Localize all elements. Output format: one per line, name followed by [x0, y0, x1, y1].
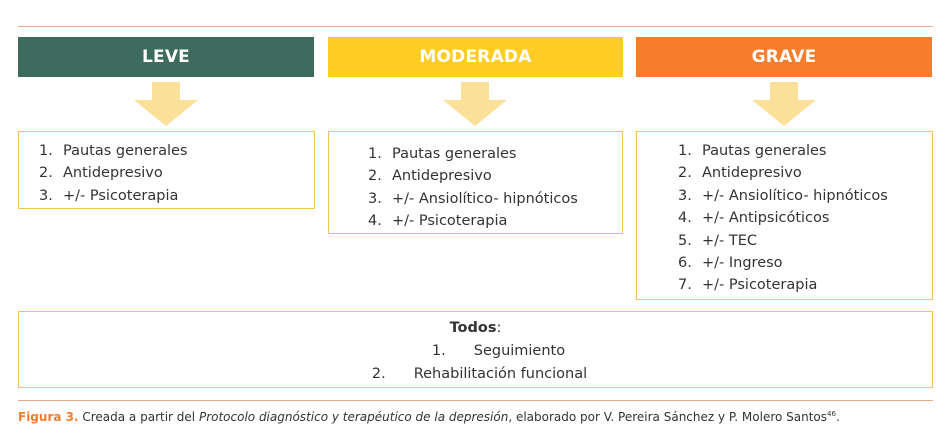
- caption-text-after: , elaborado por V. Pereira Sánchez y P. Molero Santos: [508, 410, 828, 424]
- caption-title: Protocolo diagnóstico y terapéutico de la depresión: [198, 410, 509, 424]
- item-text: Pautas generales: [702, 143, 827, 159]
- list-item: [637, 162, 932, 184]
- item-number: 2.: [678, 165, 692, 182]
- list-item: [637, 207, 932, 229]
- list-item: [637, 252, 932, 274]
- caption-reference: 46: [827, 410, 836, 418]
- list-item: [637, 230, 932, 252]
- list-item: [329, 188, 622, 210]
- header-moderada-label: MODERADA: [419, 47, 532, 67]
- leve-list: [19, 140, 314, 207]
- item-text: Antidepresivo: [392, 168, 492, 185]
- grave-box: [636, 131, 933, 300]
- top-rule: [18, 26, 933, 27]
- moderada-box: [328, 131, 623, 234]
- list-item: [637, 185, 932, 207]
- list-item: [329, 165, 622, 187]
- item-number: 1.: [431, 343, 446, 359]
- figure-caption: [18, 410, 840, 424]
- todos-box: [18, 311, 933, 388]
- list-item: [19, 162, 314, 184]
- header-grave: [636, 37, 932, 77]
- item-number: 6.: [678, 255, 692, 272]
- item-number: 1.: [368, 146, 382, 162]
- bottom-rule: [18, 400, 933, 401]
- todos-title-colon: :: [496, 320, 502, 336]
- item-number: 5.: [678, 232, 692, 249]
- header-grave-label: GRAVE: [751, 47, 817, 67]
- item-text: Rehabilitación funcional: [413, 366, 588, 382]
- item-text: +/- Psicoterapia: [392, 213, 508, 230]
- item-number: 2.: [371, 366, 386, 382]
- caption-end: .: [835, 410, 840, 424]
- item-text: Pautas generales: [63, 143, 188, 159]
- todos-title-label: Todos: [449, 320, 497, 336]
- moderada-list: [329, 143, 622, 233]
- item-number: 1.: [39, 143, 53, 159]
- item-text: Antidepresivo: [702, 165, 802, 182]
- item-number: 4.: [368, 213, 382, 230]
- item-text: +/- Psicoterapia: [63, 187, 179, 204]
- item-text: +/- Psicoterapia: [702, 277, 818, 294]
- item-number: 2.: [368, 168, 382, 185]
- item-text: +/- Ansiolítico- hipnóticos: [702, 187, 888, 204]
- list-item: [19, 343, 932, 359]
- header-leve: [18, 37, 314, 77]
- list-item: [329, 210, 622, 232]
- caption-text-before: Creada a partir del: [78, 410, 199, 424]
- list-item: [329, 143, 622, 165]
- item-text: +/- Ansiolítico- hipnóticos: [392, 190, 578, 207]
- down-arrow-icon: [443, 82, 507, 126]
- item-text: Seguimiento: [473, 343, 566, 359]
- leve-box: [18, 131, 315, 209]
- item-text: Pautas generales: [392, 146, 517, 162]
- list-item: [19, 366, 932, 382]
- list-item: [637, 140, 932, 162]
- header-leve-label: LEVE: [141, 47, 190, 67]
- item-number: 3.: [368, 190, 382, 207]
- todos-title: [19, 320, 932, 336]
- item-number: 4.: [678, 210, 692, 227]
- item-number: 2.: [39, 165, 53, 182]
- item-text: +/- Ingreso: [702, 255, 783, 272]
- caption-label: Figura 3.: [18, 410, 79, 424]
- list-item: [19, 140, 314, 162]
- down-arrow-icon: [134, 82, 198, 126]
- list-item: [19, 185, 314, 207]
- item-number: 3.: [39, 187, 53, 204]
- item-text: +/- TEC: [702, 232, 758, 249]
- item-number: 3.: [678, 187, 692, 204]
- item-number: 7.: [678, 277, 692, 294]
- down-arrow-icon: [752, 82, 816, 126]
- list-item: [637, 274, 932, 296]
- item-text: Antidepresivo: [63, 165, 163, 182]
- item-text: +/- Antipsicóticos: [702, 210, 830, 227]
- header-moderada: [328, 37, 623, 77]
- item-number: 1.: [678, 143, 692, 159]
- grave-list: [637, 140, 932, 297]
